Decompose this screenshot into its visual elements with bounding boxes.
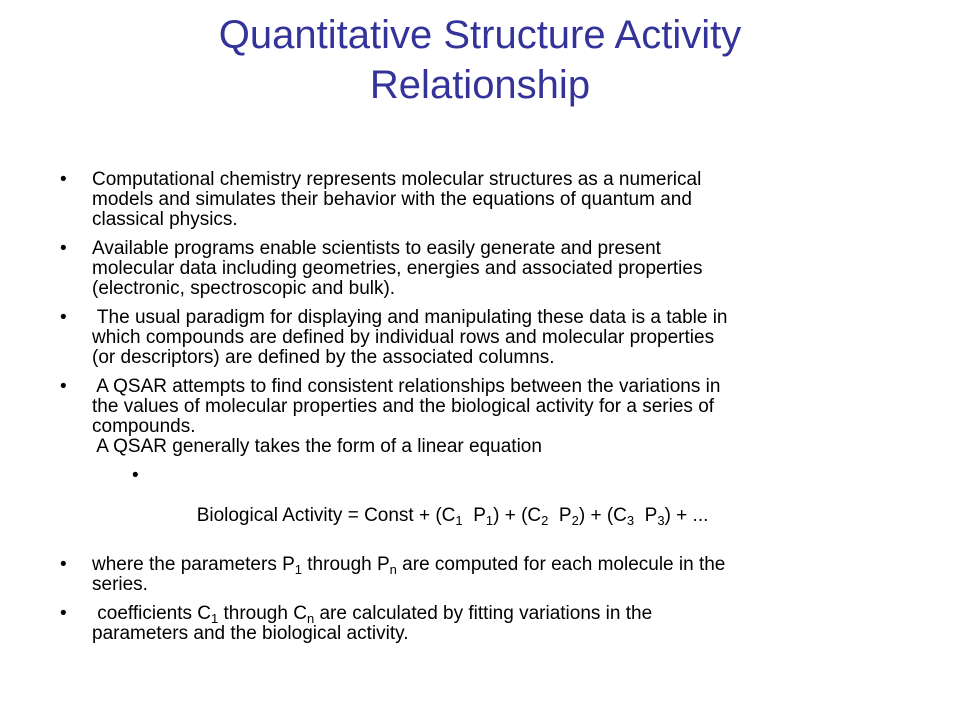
bullet-dot: •	[60, 307, 67, 328]
bullet-item	[60, 604, 910, 644]
bullet-text-line: where the parameters $P_1$ through $P_n$ are computed for each molecule in the	[92, 554, 726, 577]
bullet-dot: •	[60, 169, 67, 190]
bullet-text-line: Computational chemistry represents molecular structures as a numerical	[92, 169, 702, 190]
bullet-text-line: series.	[92, 574, 148, 595]
title-line-1: Quantitative Structure Activity	[218, 13, 742, 57]
bullet-item	[60, 308, 910, 368]
bullet-list	[60, 170, 910, 653]
bullet-text-line: which compounds are defined by individual rows and molecular properties	[92, 327, 715, 348]
bullet-text-line: Available programs enable scientists to easily generate and present	[92, 238, 661, 259]
bullet-dot: •	[60, 238, 67, 259]
bullet-text-line: (or descriptors) are defined by the associated columns.	[92, 347, 555, 368]
bullet-text-line: classical physics.	[92, 209, 238, 230]
bullet-dot: •	[60, 376, 67, 397]
bullet-text-line: The usual paradigm for displaying and manipulating these data is a table in	[92, 307, 728, 328]
bullet-text-line: A QSAR generally takes the form of a linear equation	[92, 436, 542, 457]
bullet-text-line: molecular data including geometries, energies and associated properties	[92, 258, 703, 279]
bullet-text-line: parameters and the biological activity.	[92, 623, 409, 644]
bullet-dot: •	[60, 603, 67, 624]
bullet-item	[60, 555, 910, 595]
bullet-text-line: (electronic, spectroscopic and bulk).	[92, 278, 396, 299]
bullet-dot: •	[60, 554, 67, 575]
equation-item	[60, 466, 910, 546]
bullet-text-line: coefficients $C_1$ through $C_n$ are calculated by fitting variations in the	[92, 603, 653, 626]
title-line-2: Relationship	[369, 63, 591, 107]
slide-title	[80, 10, 880, 110]
bullet-item	[60, 239, 910, 299]
bullet-dot: •	[132, 465, 139, 486]
bullet-item	[60, 170, 910, 230]
bullet-item	[60, 377, 910, 457]
bullet-text-line: A QSAR attempts to find consistent relationships between the variations in	[92, 376, 721, 397]
bullet-text-line: compounds.	[92, 416, 196, 437]
equation-text: Biological Activity = Const + ($C_1$ $P_1) + (C_2$ $P_2) + (C_3$ $P_3$) + ...	[196, 505, 709, 528]
bullet-text-line: the values of molecular properties and the biological activity for a series of	[92, 396, 715, 417]
bullet-text-line: models and simulates their behavior with the equations of quantum and	[92, 189, 692, 210]
